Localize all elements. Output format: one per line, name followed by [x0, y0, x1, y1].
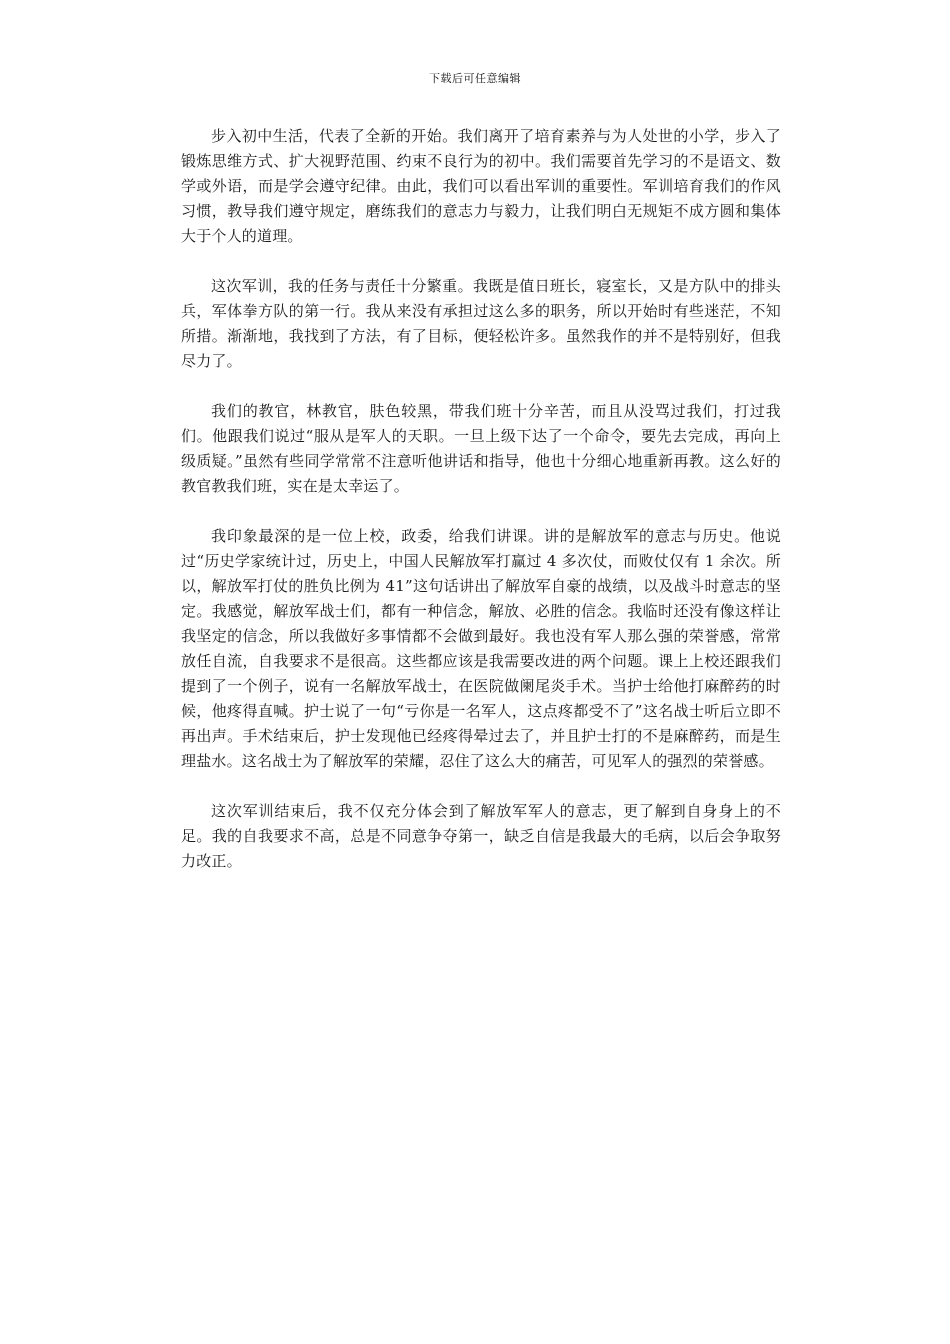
paragraph-3: 我们的教官，林教官，肤色较黑，带我们班十分辛苦，而且从没骂过我们，打过我们。他跟我们说过“服从是军人的天职。一旦上级下达了一个命令，要先去完成，再向上级质疑。”虽然有些同学常常不注意听他讲话和指导，他也十分细心地重新再教。这么好的教官教我们班，实在是太幸运了。 — [181, 402, 781, 495]
paragraph-4: 我印象最深的是一位上校，政委，给我们讲课。讲的是解放军的意志与历史。他说过“历史学家统计过，历史上，中国人民解放军打赢过 4 多次仗，而败仗仅有 1 余次。所以，解放军打仗的胜负比例为 41”这句话讲出了解放军自豪的战绩，以及战斗时意志的坚定。我感觉，解放军战士们，都有一种信念，解放、必胜的信念。我临时还没有像这样让我坚定的信念，所以我做好多事情都不会做到最好。我也没有军人那么强的荣誉感，常常放任自流，自我要求不是很高。这些都应该是我需要改进的两个问题。课上上校还跟我们提到了一个例子，说有一名解放军战士，在医院做阑尾炎手术。当护士给他打麻醉药的时候，他疼得直喊。护士说了一句“亏你是一名军人，这点疼都受不了”这名战士听后立即不再出声。手术结束后，护士发现他已经疼得晕过去了，并且护士打的不是麻醉药，而是生理盐水。这名战士为了解放军的荣耀，忍住了这么大的痛苦，可见军人的强烈的荣誉感。 — [181, 527, 781, 770]
page-header: 下载后可任意编辑 — [429, 72, 521, 85]
paragraph-5: 这次军训结束后，我不仅充分体会到了解放军军人的意志，更了解到自身身上的不足。我的自我要求不高，总是不同意争夺第一，缺乏自信是我最大的毛病，以后会争取努力改正。 — [181, 802, 781, 870]
document-body — [181, 124, 781, 899]
paragraph-1: 步入初中生活，代表了全新的开始。我们离开了培育素养与为人处世的小学，步入了锻炼思维方式、扩大视野范围、约束不良行为的初中。我们需要首先学习的不是语文、数学或外语，而是学会遵守纪律。由此，我们可以看出军训的重要性。军训培育我们的作风习惯，教导我们遵守规定，磨练我们的意志力与毅力，让我们明白无规矩不成方圆和集体大于个人的道理。 — [181, 127, 781, 245]
paragraph-2: 这次军训，我的任务与责任十分繁重。我既是值日班长，寝室长，又是方队中的排头兵，军体拳方队的第一行。我从来没有承担过这么多的职务，所以开始时有些迷茫，不知所措。渐渐地，我找到了方法，有了目标，便轻松许多。虽然我作的并不是特别好，但我尽力了。 — [181, 277, 781, 370]
